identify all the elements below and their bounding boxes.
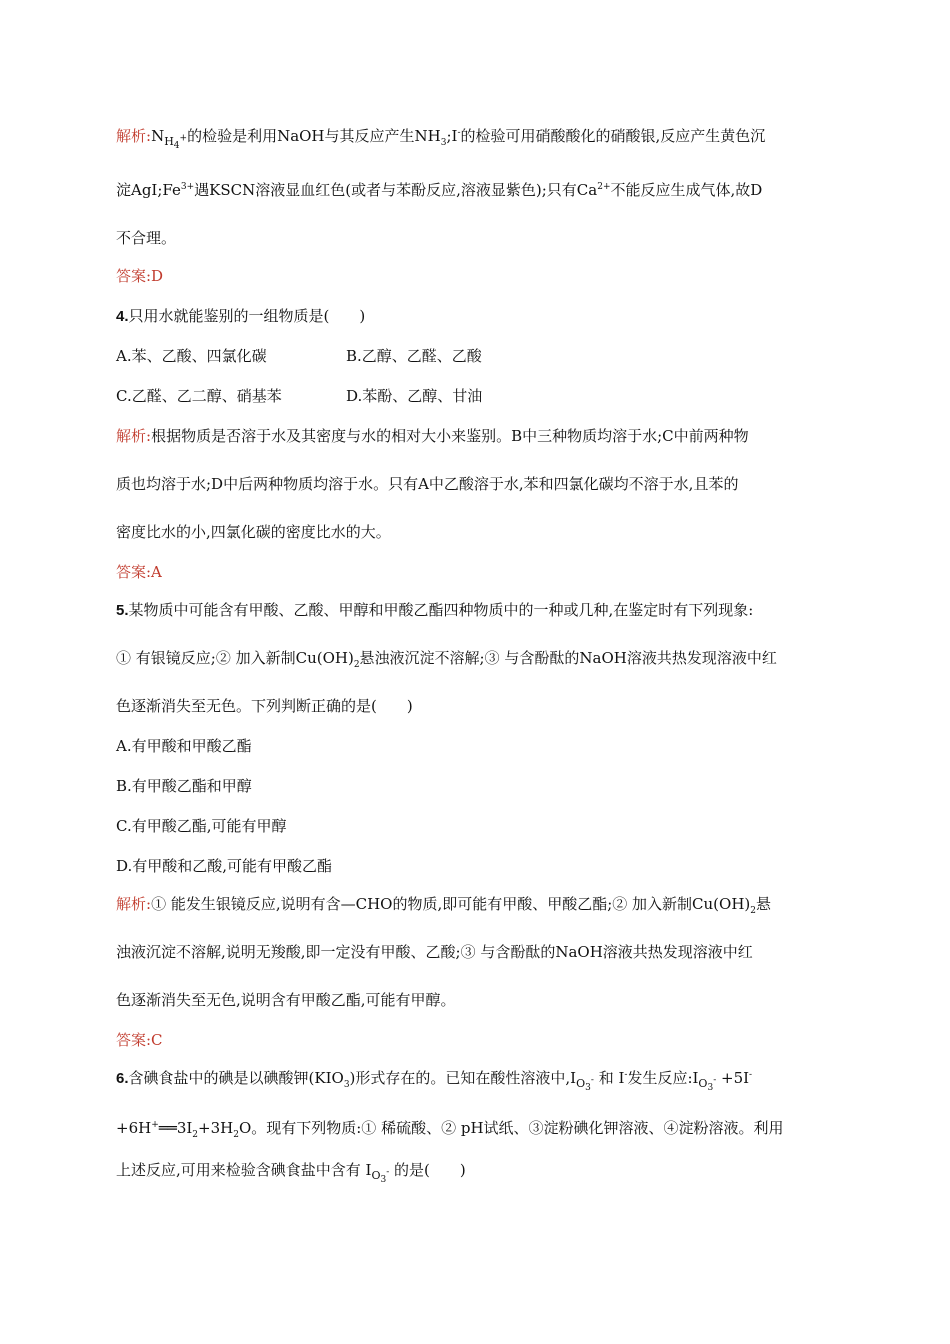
explanation-line: 浊液沉淀不溶解,说明无羧酸,即一定没有甲酸、乙酸;③ 与含酚酞的NaOH溶液共热发现溶液中红: [116, 943, 753, 961]
option-a: A.苯、乙酸、四氯化碳: [116, 347, 267, 365]
answer: 答案:A: [116, 563, 162, 581]
explanation-line: 解析:① 能发生银镜反应,说明有含—CHO的物质,即可能有甲酸、甲酸乙酯;② 加入新制$Cu(OH)_2$悬: [116, 895, 772, 916]
explanation-line: 密度比水的小,四氯化碳的密度比水的大。: [116, 523, 391, 541]
explanation-line: 不合理。: [116, 229, 177, 247]
option-a: A.有甲酸和甲酸乙酯: [116, 737, 252, 755]
question-stem: 上述反应,可用来检验含碘食盐中含有 $IO_3^-$ 的是( ): [116, 1161, 466, 1186]
explanation-line: 淀$AgI;Fe^{3+}$遇KSCN溶液显血红色(或者与苯酚反应,溶液显紫色);只有$Ca^{2+}$不能反应生成气体,故D: [116, 181, 763, 199]
question-stem: ① 有银镜反应;② 加入新制$Cu(OH)_2$悬浊液沉淀不溶解;③ 与含酚酞的NaOH溶液共热发现溶液中红: [116, 649, 777, 670]
option-d: D.有甲酸和乙酸,可能有甲酸乙酯: [116, 857, 333, 875]
equals-sign: ══: [158, 1119, 177, 1137]
options-row: [116, 346, 716, 366]
question-number: 6.: [116, 1070, 129, 1087]
answer: 答案:D: [116, 267, 164, 285]
question-stem: 色逐渐消失至无色。下列判断正确的是( ): [116, 697, 413, 715]
explanation-label: 解析:: [116, 895, 152, 913]
option-b: B.乙醇、乙醛、乙酸: [346, 347, 482, 365]
explanation-line: 解析$:NH_4^+$的检验是利用NaOH与其反应产生$NH_3;I^-$的检验可用硝酸酸化的硝酸银,反应产生黄色沉: [116, 127, 766, 152]
option-c: C.乙醛、乙二醇、硝基苯: [116, 387, 282, 405]
question-number: 4.: [116, 308, 129, 325]
option-c: C.有甲酸乙酯,可能有甲醇: [116, 817, 287, 835]
explanation-line: 解析:根据物质是否溶于水及其密度与水的相对大小来鉴别。B中三种物质均溶于水;C中前两种物: [116, 427, 749, 445]
explanation-label: 解析:: [116, 127, 152, 145]
options-row: [116, 386, 716, 406]
explanation-line: 质也均溶于水;D中后两种物质均溶于水。只有A中乙酸溶于水,苯和四氯化碳均不溶于水,且苯的: [116, 475, 739, 493]
option-b: B.有甲酸乙酯和甲醇: [116, 777, 252, 795]
question-stem: 4.只用水就能鉴别的一组物质是( ): [116, 307, 366, 325]
explanation-label: 解析:: [116, 427, 152, 445]
question-stem: 6.含碘食盐中的碘是以碘酸钾$(KIO_3)$形式存在的。已知在酸性溶液中$,IO_3^-$ 和 I-发生反应$:IO_3^- +5I^-$: [116, 1069, 753, 1094]
option-d: D.苯酚、乙醇、甘油: [346, 387, 483, 405]
answer: 答案:C: [116, 1031, 163, 1049]
question-stem: $+6H^+══3I_2+3H_2O$。现有下列物质:① 稀硫酸、② pH试纸、③淀粉碘化钾溶液、④淀粉溶液。利用: [116, 1119, 784, 1140]
explanation-line: 色逐渐消失至无色,说明含有甲酸乙酯,可能有甲醇。: [116, 991, 456, 1009]
question-number: 5.: [116, 602, 129, 619]
question-stem: 5.某物质中可能含有甲酸、乙酸、甲醇和甲酸乙酯四种物质中的一种或几种,在鉴定时有下列现象:: [116, 601, 754, 619]
